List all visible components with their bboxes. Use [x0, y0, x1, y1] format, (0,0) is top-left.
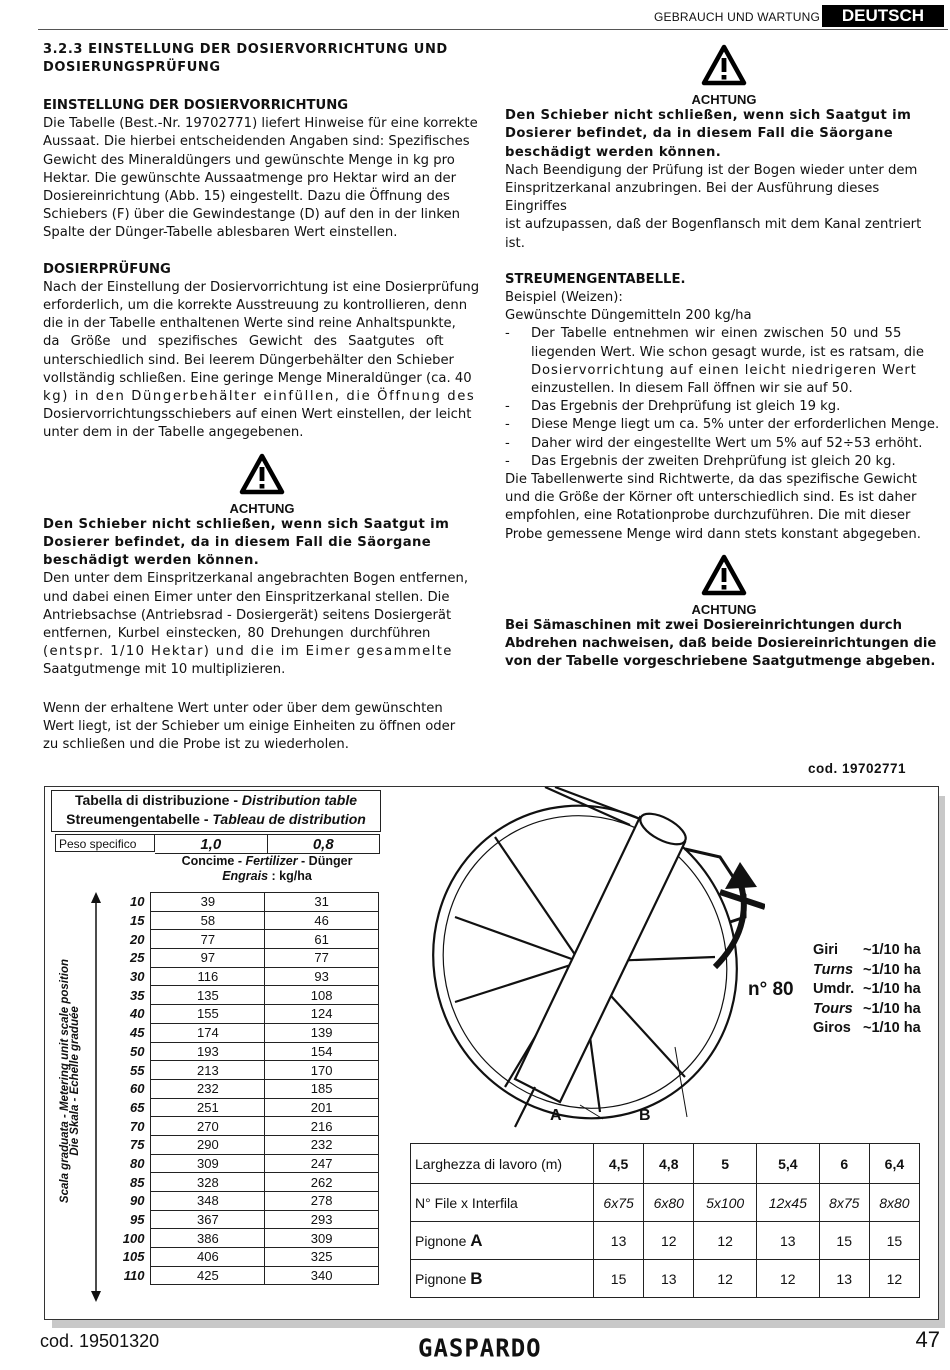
- distribution-table-body: [105, 893, 379, 1285]
- list-item: - Diese Menge liegt um ca. 5% unter der erforderlichen Menge.: [505, 417, 940, 433]
- peso-label: Peso specifico: [55, 834, 155, 852]
- value-cell: 193: [151, 1042, 265, 1061]
- scale-cell: 65: [129, 1099, 145, 1115]
- value-cell: 108: [265, 986, 379, 1005]
- text-line: und die Größe der Körner oft unterschiedlich sind. Es ist daher: [505, 490, 917, 506]
- warning-triangle-icon: [701, 44, 747, 86]
- table-row: [105, 1079, 379, 1098]
- table-row: [105, 1135, 379, 1154]
- table-row: [105, 1042, 379, 1061]
- value-cell: 93: [265, 967, 379, 986]
- text-line: Einspritzerkanal anzubringen. Bei der Ausführung dieses Eingriffes: [505, 181, 880, 215]
- warning-label: ACHTUNG: [691, 602, 757, 618]
- pignone-b-label: Pignone B: [411, 1260, 594, 1298]
- table-row: Pignone A 13 12 12 13 15 15: [411, 1222, 920, 1260]
- value-cell: 425: [151, 1266, 265, 1285]
- scale-cell: 15: [129, 913, 145, 929]
- value-cell: 270: [151, 1117, 265, 1136]
- table-row: [105, 893, 379, 912]
- text-line: Wenn der erhaltene Wert unter oder über dem gewünschten: [43, 700, 443, 716]
- value-cell: 232: [151, 1079, 265, 1098]
- after-test-body: [505, 162, 943, 253]
- example-line: Gewünschte Düngemitteln 200 kg/ha: [505, 308, 752, 324]
- text-line: Dosiereinrichtung (Abb. 15) eingestellt. Dazu die Öffnung des: [43, 189, 450, 205]
- text-line: (entspr. 1/10 Hektar) und die im Eimer gesammelte: [43, 644, 453, 660]
- table-row: [105, 1266, 379, 1285]
- text-line: Den unter dem Einspritzerkanal angebrachten Bogen entfernen,: [43, 571, 469, 587]
- text-line: Abdrehen nachweisen, daß beide Dosiereinrichtungen die: [505, 636, 937, 652]
- text-line: beschädigt werden können.: [505, 144, 722, 160]
- scale-cell: 75: [129, 1137, 145, 1153]
- scale-cell: 35: [129, 987, 145, 1003]
- text-line: Schiebers (F) über die Gewindestange (D) auf den in der linken: [43, 207, 460, 223]
- value-cell: 247: [265, 1154, 379, 1173]
- gaspardo-logo: GASPARDO: [418, 1333, 542, 1363]
- streumengen-title: STREUMENGENTABELLE.: [505, 271, 686, 287]
- table-row: [105, 1173, 379, 1192]
- scale-cell: 20: [129, 931, 145, 947]
- peso-values: 1,0 0,8: [155, 834, 380, 854]
- scale-cell: 80: [129, 1155, 145, 1171]
- text-line: ist aufzupassen, daß der Bogenflansch mit dem Kanal zentriert: [505, 217, 922, 233]
- value-cell: 135: [151, 986, 265, 1005]
- value-cell: 77: [265, 949, 379, 968]
- procedure-body: [43, 570, 481, 679]
- metering-unit-crank-drawing: [385, 787, 765, 1132]
- scale-label-2: Die Skala - Echelle graduée: [69, 1006, 81, 1156]
- value-cell: 213: [151, 1061, 265, 1080]
- scale-arrow-icon: [89, 892, 103, 1302]
- value-cell: 154: [265, 1042, 379, 1061]
- scale-cell: 45: [129, 1025, 145, 1041]
- text-line: empfohlen, eine Rotationprobe durchzuführen. Die mit dieser: [505, 508, 911, 524]
- sub2-title: DOSIERPRÜFUNG: [43, 261, 171, 277]
- value-cell: 39: [151, 893, 265, 912]
- file-label: N° File x Interfila: [411, 1184, 594, 1222]
- header-title: GEBRAUCH UND WARTUNG: [653, 10, 820, 24]
- warning-triangle-icon: [701, 554, 747, 596]
- value-cell: 201: [265, 1098, 379, 1117]
- scale-cell: 110: [123, 1268, 145, 1284]
- example-line: Beispiel (Weizen):: [505, 290, 623, 306]
- value-cell: 262: [265, 1173, 379, 1192]
- turns-row: Giri ~1/10 ha: [813, 942, 921, 958]
- value-cell: 97: [151, 949, 265, 968]
- table-row: [105, 911, 379, 930]
- figure-panel: [44, 786, 939, 1320]
- text-line: Die Tabelle (Best.-Nr. 19702771) liefert Hinweise für eine korrekte: [43, 116, 478, 132]
- value-cell: 216: [265, 1117, 379, 1136]
- value-cell: 174: [151, 1023, 265, 1042]
- text-line: Hektar. Die gewünschte Aussaatmenge pro Hektar wird an der: [43, 170, 457, 186]
- value-cell: 309: [151, 1154, 265, 1173]
- scale-cell: 70: [129, 1118, 145, 1134]
- warning-text: [43, 516, 481, 571]
- sub1-body: [43, 115, 481, 242]
- work-width-table: [410, 1143, 920, 1298]
- text-line: Nach der Einstellung der Dosiervorrichtung ist eine Dosierprüfung: [43, 279, 480, 295]
- table-row: [105, 1023, 379, 1042]
- label-b: B: [639, 1107, 651, 1124]
- table-row: [105, 949, 379, 968]
- value-cell: 325: [265, 1248, 379, 1267]
- distribution-table-title: Tabella di distribuzione - Distribution table Streumengentabelle - Tableau de distribution: [51, 790, 381, 832]
- text-line: und dabei einen Eimer unter den Einspritzerkanal stellen. Die: [43, 589, 450, 605]
- turns-list: [813, 941, 921, 1039]
- value-cell: 367: [151, 1210, 265, 1229]
- scale-cell: 10: [129, 894, 145, 910]
- pignone-a-label: Pignone A: [411, 1222, 594, 1260]
- scale-cell: 25: [129, 950, 145, 966]
- scale-label-1: Scala graduata - Metering unit scale position: [59, 958, 71, 1204]
- figure-code: cod. 19702771: [808, 761, 907, 776]
- value-cell: 46: [265, 911, 379, 930]
- scale-cell: 30: [129, 969, 145, 985]
- text-line: vollständig schließen. Eine geringe Menge Mineraldünger (ca. 40: [43, 370, 472, 386]
- value-cell: 386: [151, 1229, 265, 1248]
- text-line: Den Schieber nicht schließen, wenn sich Saatgut im: [505, 108, 912, 124]
- warning-label: ACHTUNG: [691, 92, 757, 108]
- text-line: Spalte der Dünger-Tabelle ablesbaren Wert einstellen.: [43, 225, 398, 241]
- warning-block: [505, 44, 943, 107]
- scale-cell: 55: [129, 1062, 145, 1078]
- section-title-2: DOSIERUNGSPRÜFUNG: [43, 60, 221, 75]
- list-item: - Das Ergebnis der Drehprüfung ist gleich 19 kg.: [505, 399, 841, 415]
- section-title-1: 3.2.3 EINSTELLUNG DER DOSIERVORRICHTUNG UND: [43, 42, 448, 57]
- warning-block: [505, 554, 943, 617]
- table-row: [105, 1117, 379, 1136]
- text-line: Bei Sämaschinen mit zwei Dosiereinrichtungen durch: [505, 618, 902, 634]
- value-cell: 77: [151, 930, 265, 949]
- text-line: kg) in den Düngerbehälter einfüllen, die Öffnung des: [43, 389, 476, 405]
- text-line: Saatgutmenge mit 10 multiplizieren.: [43, 662, 286, 678]
- footer-code: cod. 19501320: [40, 1331, 160, 1351]
- sub1-title: EINSTELLUNG DER DOSIERVORRICHTUNG: [43, 98, 349, 113]
- turns-row: Giros ~1/10 ha: [813, 1020, 921, 1037]
- fertilizer-label: Concime - Fertilizer - Dünger Engrais : kg/ha: [181, 854, 353, 883]
- turn-count: n° 80: [748, 979, 794, 1000]
- header-rule: [38, 29, 948, 30]
- text-line: ist.: [505, 235, 525, 251]
- text-line: Dosierer befindet, da in diesem Fall die Säorgane: [43, 535, 432, 551]
- value-cell: 124: [265, 1005, 379, 1024]
- value-cell: 232: [265, 1135, 379, 1154]
- scale-cell: 85: [129, 1174, 145, 1190]
- language-badge: DEUTSCH: [822, 5, 944, 27]
- value-cell: 31: [265, 893, 379, 912]
- text-line: Die Tabellenwerte sind Richtwerte, da das spezifische Gewicht: [505, 472, 917, 488]
- text-line: Dosierer befindet, da in diesem Fall die Säorgane: [505, 126, 894, 142]
- table-row: [105, 1192, 379, 1211]
- table-row: Pignone B 15 13 12 12 13 12: [411, 1260, 920, 1298]
- table-row: N° File x Interfila 6x75 6x80 5x100 12x45 8x75 8x80: [411, 1184, 920, 1222]
- table-row: [105, 986, 379, 1005]
- text-line: von der Tabelle vorgeschriebene Saatgutmenge abgeben.: [505, 654, 936, 670]
- scale-cell: 50: [129, 1043, 145, 1059]
- table-row: [105, 1210, 379, 1229]
- right-column: [505, 44, 943, 672]
- text-line: da Größe und spezifisches Gewicht des Saatgutes oft: [43, 334, 444, 350]
- value-cell: 406: [151, 1248, 265, 1267]
- width-label: Larghezza di lavoro (m): [411, 1144, 594, 1184]
- value-cell: 348: [151, 1192, 265, 1211]
- text-line: Den Schieber nicht schließen, wenn sich Saatgut im: [43, 516, 450, 532]
- warning-block: [43, 453, 481, 516]
- page-number: 47: [915, 1327, 940, 1352]
- text-line: Gewicht des Mineraldüngers und gewünschte Menge in kg pro: [43, 152, 455, 168]
- list-item: - Der Tabelle entnehmen wir einen zwischen 50 und 55 liegenden Wert. Wie schon gesagt wurde, ist es ratsam, die Dosiervorrichtung auf einen leicht niedrigeren Wert einzustellen. In diesem Fall öffnen wir sie auf 50.: [505, 326, 924, 397]
- text-line: Probe gemessene Menge wird dann stets konstant abgegeben.: [505, 526, 921, 542]
- value-cell: 61: [265, 930, 379, 949]
- distribution-table: [105, 892, 379, 1285]
- scale-cell: 60: [129, 1081, 145, 1097]
- value-cell: 139: [265, 1023, 379, 1042]
- steps-list: [505, 325, 943, 471]
- turns-row: Umdr. ~1/10 ha: [813, 981, 921, 998]
- final-body: [43, 700, 481, 755]
- list-item: - Das Ergebnis der zweiten Drehprüfung ist gleich 20 kg.: [505, 453, 896, 469]
- value-cell: 309: [265, 1229, 379, 1248]
- list-item: - Daher wird der eingestellte Wert um 5% auf 52÷53 erhöht.: [505, 435, 923, 451]
- text-line: Aussaat. Die hierbei entscheidenden Angaben sind: Spezifisches: [43, 134, 470, 150]
- warning-label: ACHTUNG: [229, 500, 295, 516]
- value-cell: 328: [151, 1173, 265, 1192]
- text-line: zu schließen und die Probe ist zu wiederholen.: [43, 737, 349, 753]
- table-row: Larghezza di lavoro (m) 4,5 4,8 5 5,4 6 6,4: [411, 1144, 920, 1184]
- text-line: beschädigt werden können.: [43, 553, 260, 569]
- value-cell: 185: [265, 1079, 379, 1098]
- value-cell: 290: [151, 1135, 265, 1154]
- table-row: [105, 1061, 379, 1080]
- scale-cell: 40: [129, 1006, 145, 1022]
- text-line: Antriebsachse (Antriebsrad - Dosiergerät) seitens Dosiergerät: [43, 607, 452, 623]
- table-row: [105, 1229, 379, 1248]
- text-line: unter dem in der Tabelle angegebenen.: [43, 425, 304, 441]
- scale-cell: 100: [122, 1230, 145, 1246]
- value-cell: 155: [151, 1005, 265, 1024]
- left-column: [43, 41, 481, 754]
- table-row: [105, 1248, 379, 1267]
- text-line: erforderlich, um die korrekte Ausstreuung zu kontrollieren, denn: [43, 298, 468, 314]
- text-line: unterschiedlich sind. Bei leerem Düngerbehälter den Schieber: [43, 352, 454, 368]
- text-line: Nach Beendigung der Prüfung ist der Bogen wieder unter dem: [505, 162, 918, 178]
- value-cell: 170: [265, 1061, 379, 1080]
- text-line: Dosiervorrichtungsschiebers auf einen Wert einstellen, der leicht: [43, 407, 472, 423]
- text-line: die in der Tabelle enthaltenen Werte sind reine Anhaltspunkte,: [43, 316, 456, 332]
- table-row: [105, 1005, 379, 1024]
- guidance-body: [505, 471, 943, 544]
- value-cell: 340: [265, 1266, 379, 1285]
- table-row: [105, 1154, 379, 1173]
- value-cell: 116: [151, 967, 265, 986]
- table-row: [105, 930, 379, 949]
- table-row: [105, 967, 379, 986]
- warning-text: [505, 617, 943, 672]
- turns-row: Tours ~1/10 ha: [813, 1000, 921, 1017]
- label-a: A: [550, 1107, 562, 1124]
- table-row: [105, 1098, 379, 1117]
- value-cell: 293: [265, 1210, 379, 1229]
- value-cell: 58: [151, 911, 265, 930]
- warning-triangle-icon: [239, 453, 285, 495]
- warning-text: [505, 107, 943, 162]
- scale-cell: 90: [129, 1193, 145, 1209]
- scale-cell: 105: [122, 1249, 145, 1265]
- scale-cell: 95: [129, 1212, 145, 1228]
- turns-row: Turns ~1/10 ha: [813, 961, 921, 978]
- sub2-body: [43, 279, 481, 443]
- value-cell: 251: [151, 1098, 265, 1117]
- text-line: entfernen, Kurbel einstecken, 80 Drehungen durchführen: [43, 626, 431, 642]
- value-cell: 278: [265, 1192, 379, 1211]
- text-line: Wert liegt, ist der Schieber um einige Einheiten zu öffnen oder: [43, 718, 456, 734]
